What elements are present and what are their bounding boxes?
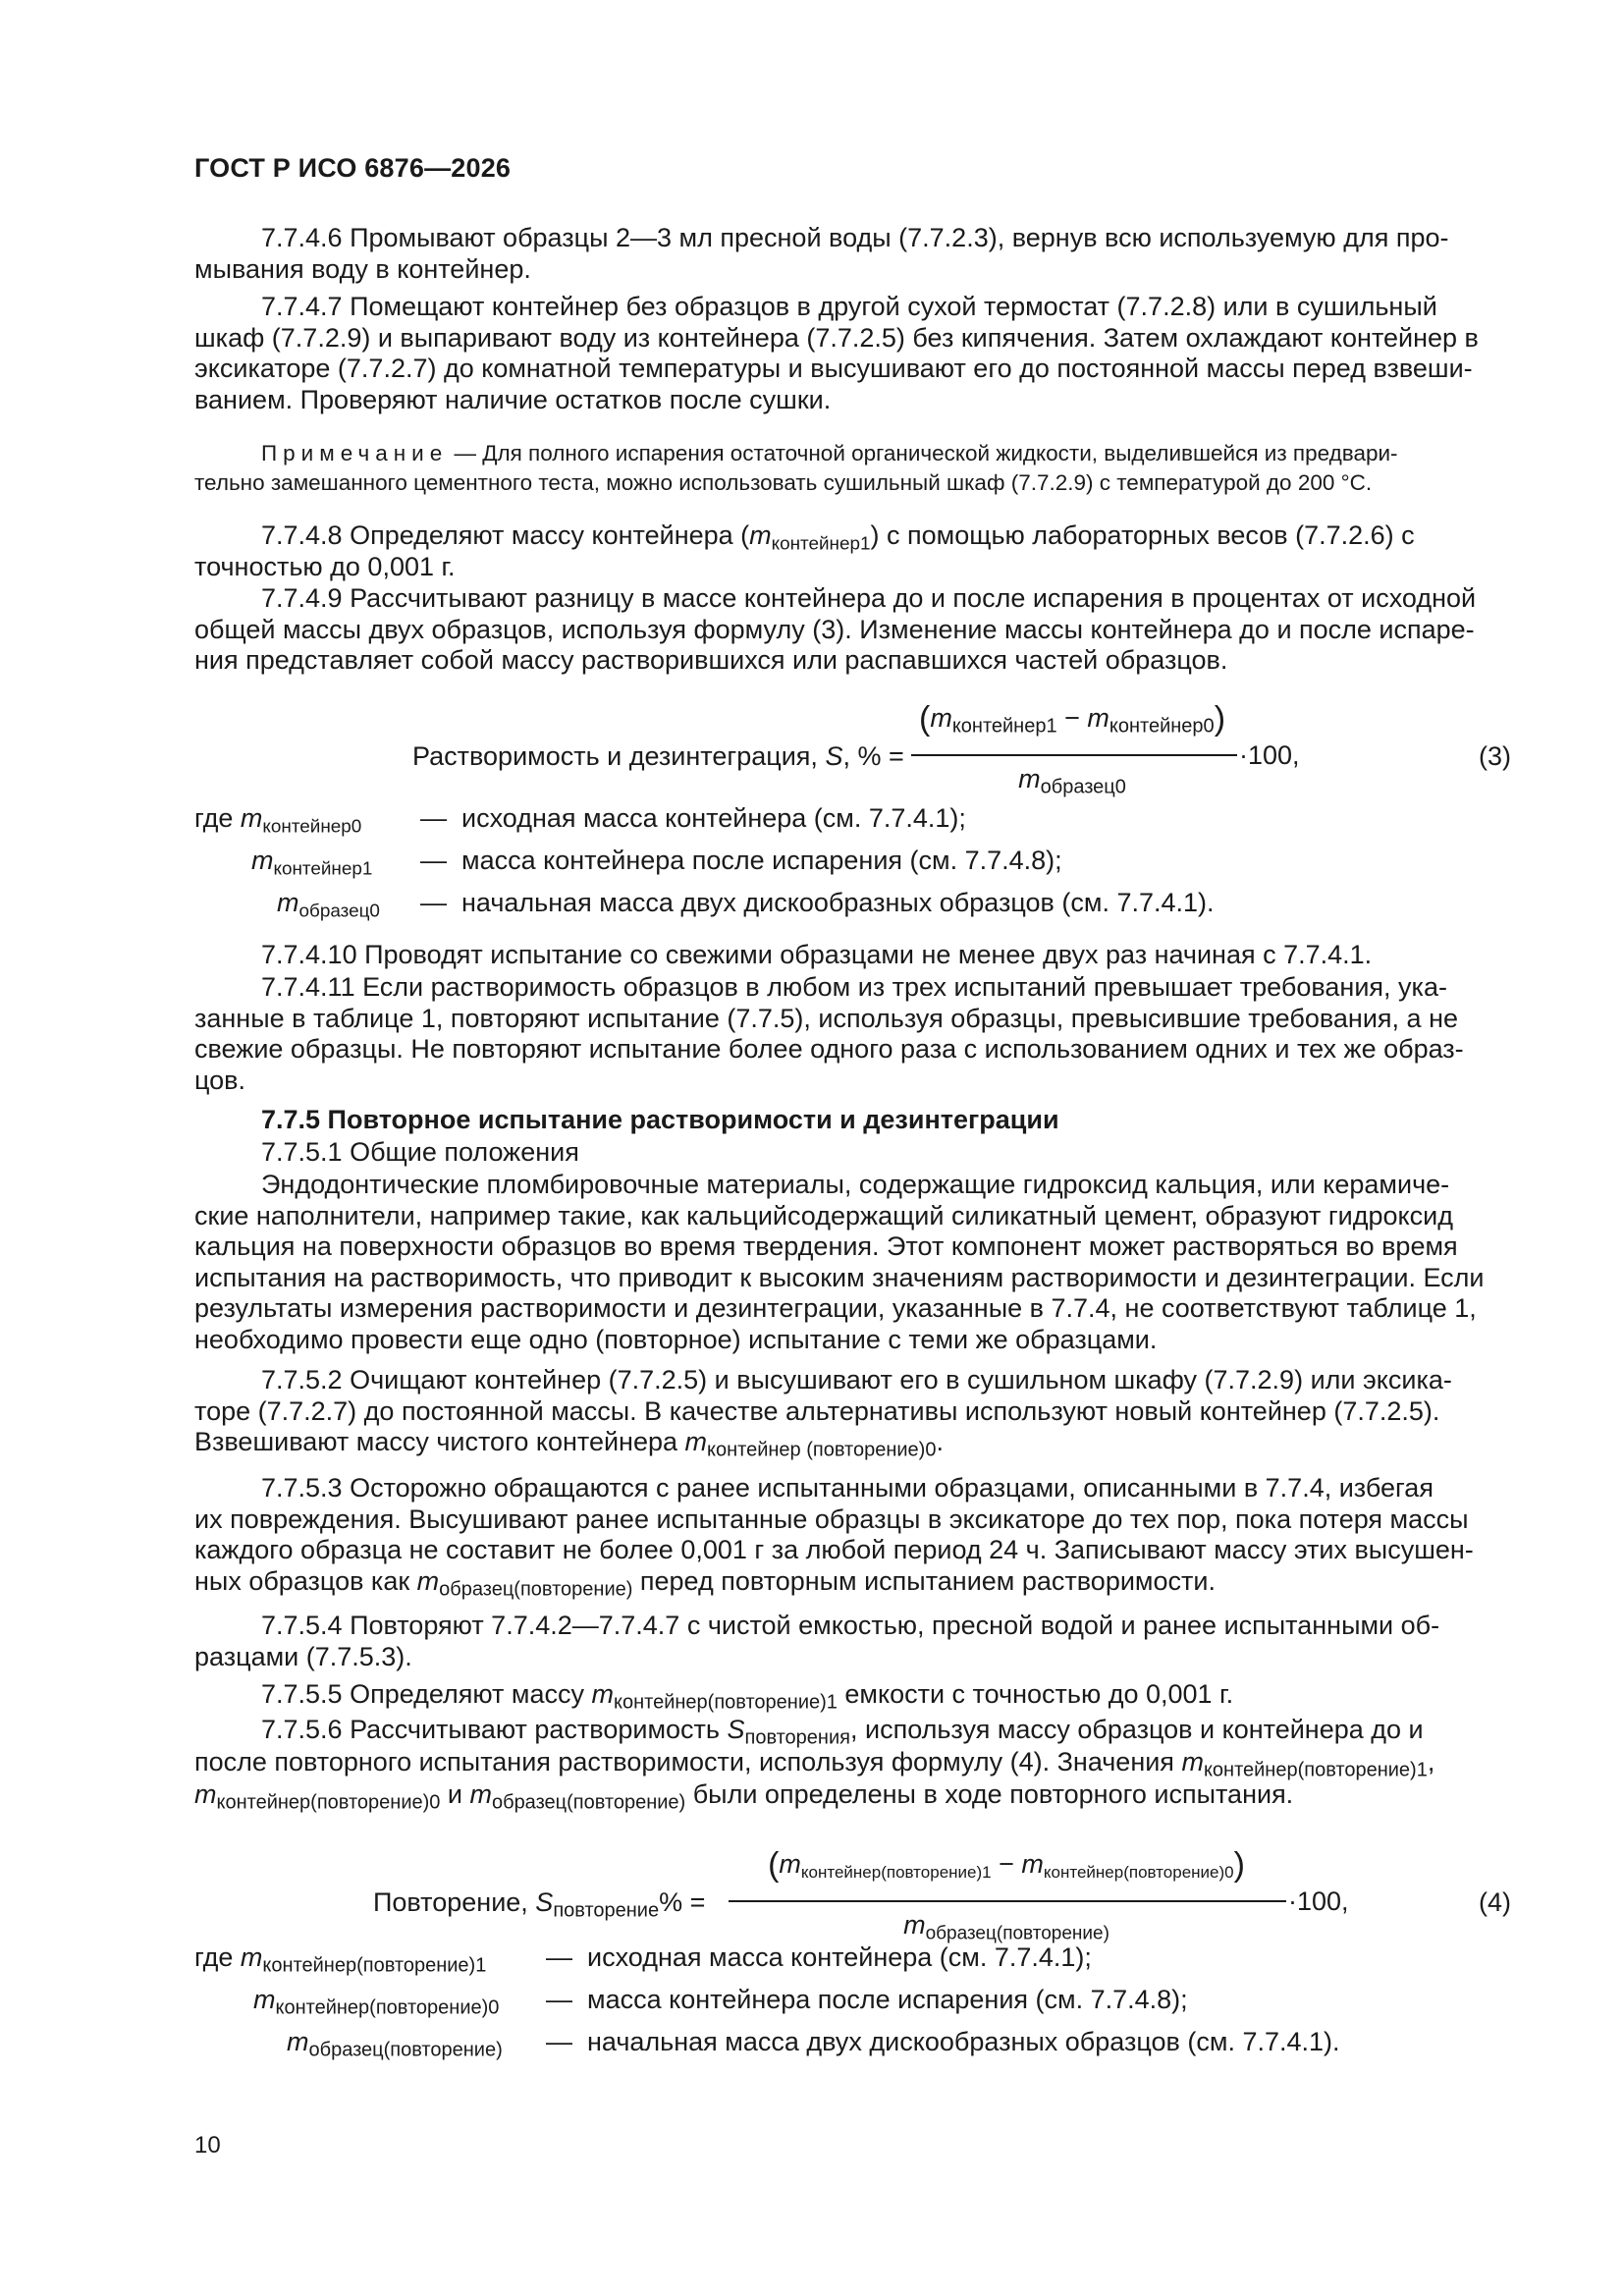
math-subscript: повторение bbox=[553, 1899, 660, 1922]
math-symbol: m bbox=[1021, 1849, 1044, 1879]
math-subscript: контейнер(повторение)0 bbox=[275, 1996, 500, 2019]
legend-description bbox=[420, 888, 1215, 918]
formula-numerator bbox=[727, 1846, 1286, 1885]
formula-number: (3) bbox=[1479, 741, 1511, 771]
paragraph-7-7-5-2 bbox=[194, 1365, 1514, 1461]
math-subscript: повторения bbox=[744, 1726, 850, 1749]
text-line: 7.7.5.3 Осторожно обращаются с ранее испытанными образцами, описанными в 7.7.4, избегая bbox=[261, 1473, 1434, 1503]
text-line: Эндодонтические пломбировочные материалы, содержащие гидроксид кальция, или керамиче- bbox=[261, 1170, 1450, 1199]
minus-sign: − bbox=[991, 1849, 1022, 1879]
text-fragment: 7.7.4.8 Определяют массу контейнера ( bbox=[261, 520, 750, 550]
math-symbol: m bbox=[1087, 703, 1109, 733]
text-fragment: ных образцов как bbox=[194, 1565, 417, 1596]
note-text: тельно замешанного цементного теста, можно использовать сушильный шкаф (7.7.2.9) с температурой до 200 °C. bbox=[194, 470, 1373, 495]
text-line: занные в таблице 1, повторяют испытание (7.7.5), используя образцы, превысившие требования, а не bbox=[194, 1003, 1458, 1033]
note-label: Примечание bbox=[261, 441, 449, 465]
formula-tail: ·100, bbox=[1288, 1886, 1349, 1916]
equals-sign: = bbox=[689, 1887, 706, 1917]
legend-description bbox=[546, 1985, 1188, 2015]
math-symbol: m bbox=[1018, 764, 1041, 793]
text-fragment: после повторного испытания растворимости, используя формулу (4). Значения bbox=[194, 1747, 1182, 1777]
legend-description bbox=[546, 2027, 1340, 2057]
equals-sign: = bbox=[888, 741, 904, 771]
text-fragment: 7.7.5.5 Определяют массу bbox=[261, 1679, 592, 1709]
text-line: 7.7.4.6 Промывают образцы 2—3 мл пресной воды (7.7.2.3), вернув всю используемую для про- bbox=[261, 223, 1449, 252]
math-subscript: контейнер1 bbox=[951, 715, 1057, 738]
paragraph-7-7-4-9 bbox=[194, 583, 1514, 677]
math-symbol: m bbox=[779, 1849, 801, 1879]
math-subscript: образец0 bbox=[298, 901, 380, 922]
paragraph-7-7-5-3 bbox=[194, 1473, 1514, 1601]
math-subscript: контейнер1 bbox=[273, 858, 373, 880]
text-fragment: начальная масса двух дискообразных образцов (см. 7.7.4.1). bbox=[461, 888, 1215, 917]
dash: — bbox=[546, 1985, 572, 2014]
text-line: цов. bbox=[194, 1065, 246, 1095]
text-line: шкаф (7.7.2.9) и выпаривают воду из контейнера (7.7.2.5) без кипячения. Затем охлаждают контейнер в bbox=[194, 322, 1479, 353]
formula-4-legend bbox=[0, 1942, 1623, 2070]
paragraph-7-7-4-8 bbox=[194, 520, 1514, 582]
paragraph-7-7-5-5 bbox=[194, 1679, 1514, 1714]
paren: ) bbox=[1214, 700, 1226, 738]
paragraph-7-7-5-6 bbox=[194, 1714, 1514, 1814]
math-subscript: контейнер0 bbox=[1109, 715, 1215, 738]
text-line: 7.7.4.11 Если растворимость образцов в любом из трех испытаний превышает требования, ука- bbox=[261, 972, 1447, 1002]
text-line bbox=[194, 1714, 1514, 1749]
text-line: свежие образцы. Не повторяют испытание более одного раза с использованием одних и тех же образ- bbox=[194, 1034, 1464, 1065]
text-line: их повреждения. Высушивают ранее испытанные образцы в эксикаторе до тех пор, пока потеря массы bbox=[194, 1503, 1469, 1534]
formula-numerator bbox=[909, 700, 1235, 738]
text-fragment: , используя массу образцов и контейнера до и bbox=[849, 1715, 1424, 1744]
dash: — bbox=[420, 888, 447, 917]
formula-label bbox=[412, 741, 904, 772]
math-symbol: m bbox=[287, 2027, 309, 2056]
text-line: 7.7.5.1 Общие положения bbox=[261, 1137, 579, 1167]
text-fragment: % bbox=[659, 1887, 690, 1917]
text-line: разцами (7.7.5.3). bbox=[194, 1641, 412, 1671]
text-fragment: перед повторным испытанием растворимости. bbox=[632, 1565, 1216, 1596]
text-line: общей массы двух образцов, используя формулу (3). Изменение массы контейнера до и после испаре- bbox=[194, 614, 1475, 644]
text-fragment: ) с помощью лабораторных весов (7.7.2.6) с bbox=[870, 520, 1415, 550]
paragraph-7-7-4-11 bbox=[194, 972, 1514, 1096]
paren: ( bbox=[918, 700, 931, 738]
text-fragment: были определены в ходе повторного испытания. bbox=[685, 1779, 1294, 1809]
math-symbol: S bbox=[825, 741, 843, 771]
minus-sign: − bbox=[1056, 703, 1088, 733]
math-subscript: контейнер(повторение)1 bbox=[614, 1691, 838, 1714]
math-subscript: контейнер0 bbox=[262, 816, 362, 838]
math-subscript: образец(повторение) bbox=[439, 1578, 633, 1601]
math-subscript: образец(повторение) bbox=[308, 2039, 503, 2061]
math-subscript: контейнер (повторение)0 bbox=[707, 1439, 937, 1461]
formula-denominator bbox=[727, 1910, 1286, 1944]
fraction-bar bbox=[729, 1900, 1286, 1902]
text-line: 7.7.5.2 Очищают контейнер (7.7.2.5) и высушивают его в сушильном шкафу (7.7.2.9) или эксика- bbox=[261, 1365, 1452, 1394]
text-line: ния представляет собой массу растворившихся или распавшихся частей образцов. bbox=[194, 645, 1228, 676]
text-fragment: , % bbox=[842, 741, 889, 771]
math-symbol: m bbox=[240, 1942, 263, 1972]
text-line: каждого образца не составит не более 0,001 г за любой период 24 ч. Записывают массу этих высушен- bbox=[194, 1535, 1474, 1565]
text-line: 7.7.5.4 Повторяют 7.7.4.2—7.7.4.7 с чистой емкостью, пресной водой и ранее испытанными об- bbox=[261, 1611, 1440, 1640]
formula-tail: ·100, bbox=[1239, 740, 1300, 770]
formula-label bbox=[373, 1887, 706, 1922]
where-label: где bbox=[194, 1942, 241, 1972]
text-fragment: масса контейнера после испарения (см. 7.7.4.8); bbox=[587, 1985, 1188, 2014]
text-fragment: Повторение, bbox=[373, 1887, 536, 1917]
text-line: торе (7.7.2.7) до постоянной массы. В качестве альтернативы используют новый контейнер (7.7.2.5). bbox=[194, 1395, 1440, 1426]
page-number: 10 bbox=[194, 2132, 221, 2159]
text-line: точностью до 0,001 г. bbox=[194, 551, 456, 581]
legend-row bbox=[251, 846, 373, 880]
math-symbol: m bbox=[253, 1985, 276, 2014]
text-line: мывания воду в контейнер. bbox=[194, 253, 531, 284]
paren: ) bbox=[1233, 1846, 1245, 1884]
text-fragment: Взвешивают массу чистого контейнера bbox=[194, 1427, 685, 1457]
text-line: ванием. Проверяют наличие остатков после сушки. bbox=[194, 384, 832, 414]
section-title: 7.7.5 Повторное испытание растворимости и дезинтеграции bbox=[261, 1105, 1059, 1134]
math-symbol: m bbox=[1181, 1747, 1204, 1777]
formula-4 bbox=[0, 1838, 1623, 1946]
dash: — bbox=[546, 1942, 572, 1972]
section-heading-7-7-5 bbox=[194, 1105, 1514, 1136]
text-line: кальция на поверхности образцов во время твердения. Этот компонент может растворяться во время bbox=[194, 1231, 1458, 1262]
math-symbol: S bbox=[727, 1715, 745, 1744]
text-line bbox=[194, 520, 1514, 555]
math-symbol: m bbox=[930, 703, 952, 733]
legend-row bbox=[194, 1942, 487, 1977]
math-subscript: контейнер1 bbox=[771, 533, 871, 555]
math-subscript: образец(повторение) bbox=[491, 1791, 686, 1814]
text-fragment: . bbox=[936, 1427, 944, 1457]
formula-3 bbox=[0, 692, 1623, 800]
math-subscript: контейнер(повторение)0 bbox=[1043, 1862, 1234, 1882]
text-line: необходимо провести еще одно (повторное) испытание с теми же образцами. bbox=[194, 1324, 1158, 1354]
math-subscript: образец(повторение) bbox=[925, 1923, 1109, 1944]
legend-row bbox=[253, 1985, 500, 2019]
math-symbol: m bbox=[469, 1779, 492, 1809]
formula-number: (4) bbox=[1479, 1887, 1511, 1917]
formula-denominator bbox=[909, 764, 1235, 798]
fraction-bar bbox=[911, 754, 1237, 756]
math-subscript: образец0 bbox=[1040, 776, 1126, 798]
math-symbol: m bbox=[240, 803, 263, 833]
text-line bbox=[194, 1746, 1514, 1781]
text-line bbox=[194, 1427, 1514, 1461]
math-subscript: контейнер(повторение)0 bbox=[216, 1791, 441, 1814]
text-line bbox=[194, 1565, 1514, 1601]
text-fragment: и bbox=[440, 1779, 470, 1809]
text-line: эксикаторе (7.7.2.7) до комнатной температуры и высушивают его до постоянной массы перед взвеши- bbox=[194, 354, 1473, 384]
text-fragment: исходная масса контейнера (см. 7.7.4.1); bbox=[461, 803, 966, 833]
paragraph-7-7-4-10 bbox=[194, 940, 1514, 971]
formula-3-legend bbox=[0, 803, 1623, 931]
text-fragment: Растворимость и дезинтеграция, bbox=[412, 741, 826, 771]
dash: — bbox=[546, 2027, 572, 2056]
text-line bbox=[194, 1778, 1514, 1814]
legend-description bbox=[420, 846, 1062, 876]
legend-row bbox=[194, 803, 362, 838]
where-label: где bbox=[194, 803, 241, 833]
legend-row bbox=[287, 2027, 503, 2061]
math-subscript: контейнер(повторение)1 bbox=[800, 1862, 992, 1882]
math-symbol: m bbox=[749, 520, 772, 550]
math-symbol: m bbox=[194, 1779, 217, 1809]
paragraph-7-7-4-7 bbox=[194, 292, 1514, 415]
text-line: 7.7.4.9 Рассчитывают разницу в массе контейнера до и после испарения в процентах от исходной bbox=[261, 583, 1477, 613]
paragraph-general bbox=[194, 1170, 1514, 1356]
note-block bbox=[194, 439, 1514, 498]
text-line: результаты измерения растворимости и дезинтеграции, указанные в 7.7.4, не соответствуют таблице 1, bbox=[194, 1293, 1477, 1324]
note-text: — Для полного испарения остаточной органической жидкости, выделившейся из предвари- bbox=[448, 441, 1398, 465]
legend-description bbox=[546, 1942, 1092, 1973]
text-fragment: исходная масса контейнера (см. 7.7.4.1); bbox=[587, 1942, 1092, 1972]
math-symbol: m bbox=[277, 888, 299, 917]
text-line bbox=[194, 1679, 1514, 1714]
document-header: ГОСТ Р ИСО 6876—2026 bbox=[194, 153, 512, 183]
legend-description bbox=[420, 803, 966, 834]
text-fragment: 7.7.5.6 Рассчитывают растворимость bbox=[261, 1715, 728, 1744]
text-fragment: начальная масса двух дискообразных образцов (см. 7.7.4.1). bbox=[587, 2027, 1340, 2056]
text-fragment: , bbox=[1427, 1747, 1435, 1777]
text-line: 7.7.4.10 Проводят испытание со свежими образцами не менее двух раз начиная с 7.7.4.1. bbox=[261, 940, 1373, 969]
paragraph-7-7-5-1 bbox=[194, 1137, 1514, 1169]
text-line: испытания на растворимость, что приводит к высоким значениям растворимости и дезинтеграции. Если bbox=[194, 1262, 1485, 1292]
math-subscript: контейнер(повторение)1 bbox=[262, 1954, 487, 1977]
math-symbol: S bbox=[535, 1887, 554, 1917]
paren: ( bbox=[768, 1846, 780, 1884]
math-symbol: m bbox=[251, 846, 274, 875]
math-subscript: контейнер(повторение)1 bbox=[1203, 1759, 1428, 1781]
text-fragment: масса контейнера после испарения (см. 7.7.4.8); bbox=[461, 846, 1062, 875]
dash: — bbox=[420, 846, 447, 875]
text-fragment: емкости с точностью до 0,001 г. bbox=[837, 1679, 1234, 1709]
text-line: ские наполнители, например такие, как кальцийсодержащий силикатный цемент, образуют гидроксид bbox=[194, 1200, 1453, 1230]
legend-row bbox=[277, 888, 380, 922]
paragraph-7-7-5-4 bbox=[194, 1611, 1514, 1672]
math-symbol: m bbox=[684, 1427, 708, 1457]
text-line: 7.7.4.7 Помещают контейнер без образцов в другой сухой термостат (7.7.2.8) или в сушильный bbox=[261, 292, 1437, 321]
math-symbol: m bbox=[903, 1910, 926, 1940]
dash: — bbox=[420, 803, 447, 833]
paragraph-7-7-4-6 bbox=[194, 223, 1514, 285]
math-symbol: m bbox=[416, 1565, 440, 1596]
math-symbol: m bbox=[591, 1679, 614, 1709]
